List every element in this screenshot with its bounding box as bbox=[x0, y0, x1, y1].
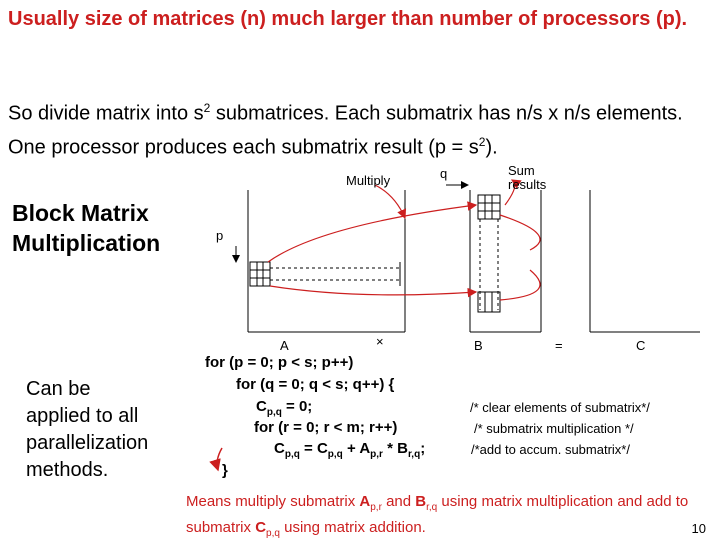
code-sub: p,q bbox=[266, 407, 282, 418]
matrix-c-label: C bbox=[636, 338, 646, 353]
comment-clear: /* clear elements of submatrix*/ bbox=[470, 400, 650, 415]
heading-line-1: Block Matrix bbox=[12, 200, 149, 226]
code-sub: r,q bbox=[407, 449, 421, 460]
slide-title: Usually size of matrices (n) much larger than number of processors (p). bbox=[8, 8, 688, 30]
intro-text-2: submatrices. Each submatrix has n/s x n/s elements. One processor produces each submatrix result (p = s bbox=[8, 102, 683, 159]
applied-note bbox=[26, 376, 148, 484]
heading-line-2: Multiplication bbox=[12, 230, 161, 256]
code-c: C bbox=[274, 440, 285, 457]
code-line-1: for (p = 0; p < s; p++) bbox=[205, 354, 354, 371]
footer-sub: p,q bbox=[266, 528, 280, 539]
matrix-a-row-block bbox=[250, 262, 400, 286]
q-label: q bbox=[440, 166, 448, 181]
code-line-2: for (q = 0; q < s; q++) { bbox=[236, 376, 395, 393]
code-text: = C bbox=[299, 440, 328, 457]
p-label: p bbox=[216, 228, 224, 243]
code-text: * B bbox=[382, 440, 408, 457]
footer-sub: r,q bbox=[426, 502, 438, 513]
intro-sup-1: 2 bbox=[203, 101, 211, 115]
times-symbol: × bbox=[376, 334, 384, 349]
multiply-label: Multiply bbox=[346, 173, 391, 188]
code-line-5 bbox=[274, 440, 425, 464]
applied-line: applied to all bbox=[26, 405, 139, 427]
footer-sub: p,r bbox=[370, 502, 382, 513]
sum-text: Sum bbox=[508, 163, 535, 178]
code-c: C bbox=[256, 398, 267, 415]
footer-b: B bbox=[415, 493, 427, 510]
code-text: + A bbox=[342, 440, 371, 457]
matrix-b-column-block bbox=[478, 195, 500, 312]
code-line-6: } bbox=[222, 462, 228, 479]
comment-multiplication: /* submatrix multiplication */ bbox=[474, 421, 634, 436]
code-text: ; bbox=[420, 440, 426, 457]
footer-text: Means multiply submatrix bbox=[186, 493, 360, 510]
footer-text: using matrix multiplication and add to submatrix bbox=[186, 493, 689, 536]
page-number: 10 bbox=[691, 521, 706, 536]
row-to-b-arrow bbox=[268, 205, 476, 262]
applied-line: methods. bbox=[26, 459, 109, 481]
code-line-4: for (r = 0; r < m; r++) bbox=[254, 419, 398, 436]
matrix-a-label: A bbox=[280, 338, 289, 353]
footer-c: C bbox=[255, 519, 267, 536]
intro-text-1: So divide matrix into s bbox=[8, 102, 204, 125]
code-sub: p,q bbox=[327, 449, 343, 460]
applied-line: parallelization bbox=[26, 432, 149, 454]
b-to-c-arrow bbox=[500, 215, 540, 250]
footer-note bbox=[186, 492, 706, 544]
intro-sup-2: 2 bbox=[478, 134, 486, 149]
sum-results-label bbox=[508, 164, 546, 192]
row-to-b-bottom-arrow bbox=[270, 286, 476, 295]
intro-text-3: ). bbox=[485, 136, 498, 159]
b-to-c-arrow-2 bbox=[500, 270, 540, 300]
equals-symbol: = bbox=[555, 338, 563, 353]
applied-line: Can be bbox=[26, 378, 91, 400]
matrix-b-label: B bbox=[474, 338, 483, 353]
code-text: = 0; bbox=[281, 398, 313, 415]
code-sub: p,q bbox=[284, 449, 300, 460]
multiply-arrow bbox=[375, 185, 405, 218]
code-sub: p,r bbox=[370, 449, 383, 460]
results-text: results bbox=[508, 177, 547, 192]
footer-text: and bbox=[381, 493, 416, 510]
footer-a: A bbox=[359, 493, 371, 510]
comment-accumulate: /*add to accum. submatrix*/ bbox=[471, 442, 630, 457]
footer-text: using matrix addition. bbox=[279, 519, 426, 536]
